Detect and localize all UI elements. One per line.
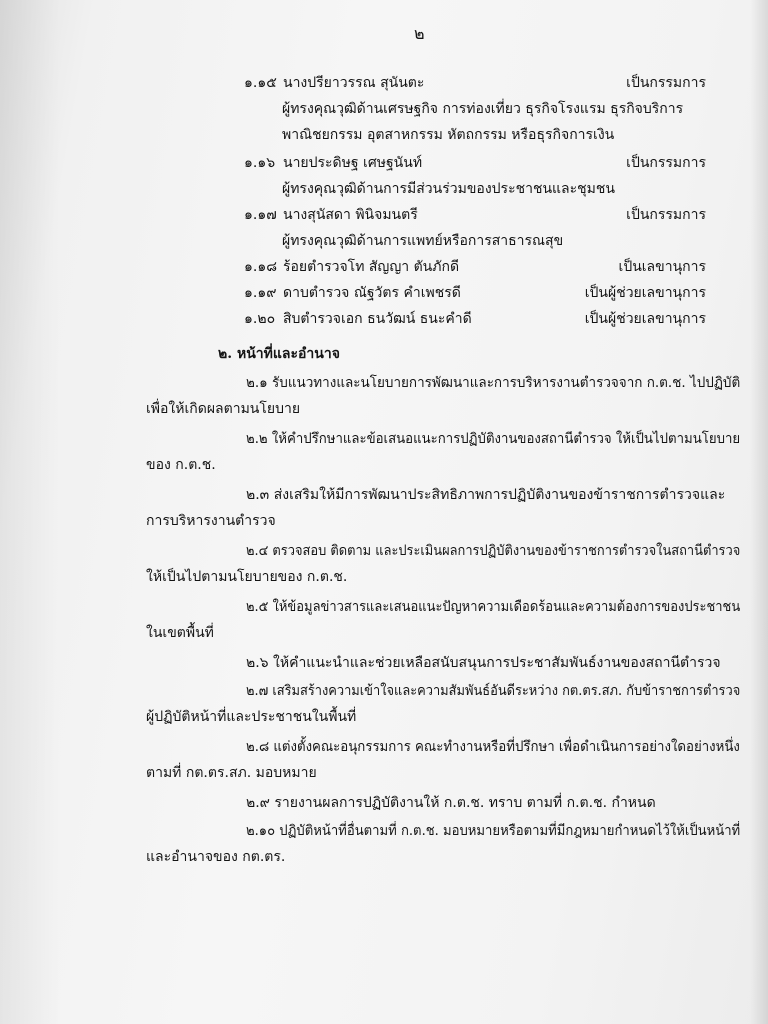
- duty-line: ของ ก.ต.ช.: [146, 457, 216, 473]
- member-number: ๑.๒๐: [244, 311, 276, 327]
- member-number: ๑.๑๙: [244, 285, 277, 301]
- duty-line: ในเขตพื้นที่: [146, 625, 214, 641]
- duty-line: ๒.๗ เสริมสร้างความเข้าใจและความสัมพันธ์อันดีระหว่าง กต.ตร.สภ. กับข้าราชการตำรวจ: [246, 683, 741, 699]
- duty-line: ผู้ปฏิบัติหน้าที่และประชาชนในพื้นที่: [146, 709, 357, 725]
- duty-line: ๒.๙ รายงานผลการปฏิบัติงานให้ ก.ต.ช. ทราบ ตามที่ ก.ต.ช. กำหนด: [246, 795, 656, 811]
- duty-line: ๒.๒ ให้คำปรึกษาและข้อเสนอแนะการปฏิบัติงานของสถานีตำรวจ ให้เป็นไปตามนโยบาย: [246, 431, 741, 447]
- duty-line: และอำนาจของ กต.ตร.: [146, 849, 286, 865]
- member-qualification: ผู้ทรงคุณวุฒิด้านเศรษฐกิจ การท่องเที่ยว ธุรกิจโรงแรม ธุรกิจบริการ: [282, 101, 684, 117]
- member-number: ๑.๑๖: [244, 155, 276, 171]
- page-number: ๒: [414, 24, 425, 43]
- member-role: เป็นผู้ช่วยเลขานุการ: [584, 311, 706, 327]
- duty-line: เพื่อให้เกิดผลตามนโยบาย: [146, 401, 301, 417]
- duty-line: ๒.๕ ให้ข้อมูลข่าวสารและเสนอแนะปัญหาความเดือดร้อนและความต้องการของประชาชน: [246, 599, 741, 615]
- member-qualification: ผู้ทรงคุณวุฒิด้านการมีส่วนร่วมของประชาชนและชุมชน: [282, 181, 615, 197]
- member-number: ๑.๑๕: [244, 75, 277, 91]
- member-name: นายประดิษฐ เศษฐนันท์: [283, 155, 423, 171]
- member-role: เป็นกรรมการ: [626, 75, 706, 91]
- member-role: เป็นกรรมการ: [626, 155, 706, 171]
- duty-line: ๒.๑ รับแนวทางและนโยบายการพัฒนาและการบริหารงานตำรวจจาก ก.ต.ช. ไปปฏิบัติ: [246, 375, 741, 391]
- member-name: นางสุนัสดา พินิจมนตรี: [283, 207, 418, 223]
- duty-line: ๒.๓ ส่งเสริมให้มีการพัฒนาประสิทธิภาพการปฏิบัติงานของข้าราชการตำรวจและ: [246, 487, 726, 503]
- duty-line: ๒.๖ ให้คำแนะนำและช่วยเหลือสนับสนุนการประชาสัมพันธ์งานของสถานีตำรวจ: [246, 655, 721, 671]
- member-role: เป็นผู้ช่วยเลขานุการ: [584, 285, 706, 301]
- member-name: ร้อยตำรวจโท สัญญา ตันภักดี: [283, 259, 460, 275]
- member-role: เป็นเลขานุการ: [618, 259, 706, 275]
- member-number: ๑.๑๘: [244, 259, 278, 275]
- member-name: สิบตำรวจเอก ธนวัฒน์ ธนะคำดี: [283, 311, 472, 327]
- duty-line: ๒.๔ ตรวจสอบ ติดตาม และประเมินผลการปฏิบัติงานของข้าราชการตำรวจในสถานีตำรวจ: [246, 543, 741, 559]
- member-number: ๑.๑๗: [244, 207, 277, 223]
- duty-line: การบริหารงานตำรวจ: [146, 513, 276, 529]
- section-heading: ๒. หน้าที่และอำนาจ: [218, 346, 340, 362]
- duty-line: ให้เป็นไปตามนโยบายของ ก.ต.ช.: [146, 569, 348, 585]
- member-name: ดาบตำรวจ ณัฐวัตร คำเพชรดี: [283, 285, 461, 301]
- member-qualification: พาณิชยกรรม อุตสาหกรรม หัตถกรรม หรือธุรกิจการเงิน: [282, 127, 615, 143]
- duty-line: ๒.๘ แต่งตั้งคณะอนุกรรมการ คณะทำงานหรือที่ปรึกษา เพื่อดำเนินการอย่างใดอย่างหนึ่ง: [246, 739, 740, 755]
- duty-line: ๒.๑๐ ปฏิบัติหน้าที่อื่นตามที่ ก.ต.ช. มอบหมายหรือตามที่มีกฎหมายกำหนดไว้ให้เป็นหน้าที่: [246, 823, 741, 839]
- duty-line: ตามที่ กต.ตร.สภ. มอบหมาย: [146, 765, 317, 781]
- member-name: นางปรียาวรรณ สุนันตะ: [283, 75, 425, 91]
- member-role: เป็นกรรมการ: [626, 207, 706, 223]
- member-qualification: ผู้ทรงคุณวุฒิด้านการแพทย์หรือการสาธารณสุข: [282, 233, 564, 249]
